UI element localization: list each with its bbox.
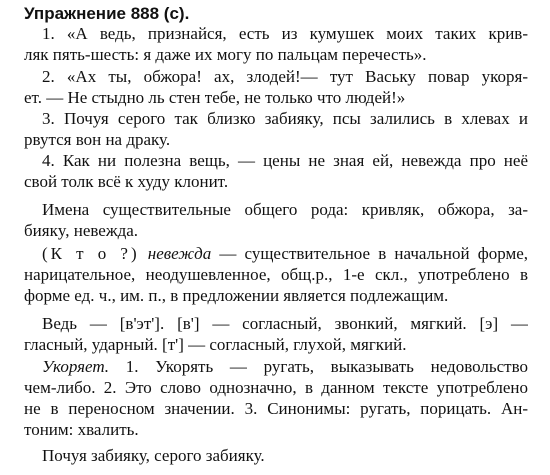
parsed-word: невежда — [147, 244, 212, 263]
lexical-line-3: не в переносном значении. 3. Синонимы: ругать, порицать. Ан- — [24, 399, 528, 418]
sentence-2-line-1: 2. «Ах ты, обжора! ах, злодей!— тут Ваську повар укоря- — [42, 67, 528, 86]
morph-parse-line-2: нарицательное, неодушевленное, общ.р., 1-е скл., употреблено в — [24, 265, 528, 284]
sentence-1-line-2: ляк пять-шесть: я даже их могу по пальцам перечесть». — [24, 45, 427, 64]
common-gender-line-1: Имена существительные общего рода: кривляк, обжора, за- — [42, 200, 528, 219]
phonetic-line-2: гласный, ударный. [т'] — согласный, глухой, мягкий. — [24, 335, 407, 354]
sentence-3-line-1: 3. Почуя серого так близко забияку, псы залились в хлевах и — [42, 109, 528, 128]
morph-parse-line-3: форме ед. ч., им. п., в предложении является подлежащим. — [24, 286, 449, 305]
exercise-title: Упражнение 888 (с). — [24, 4, 190, 23]
common-gender-line-2: биякy, невежда. — [24, 221, 139, 240]
sentence-4-line-2: свой толк всё к худу клонит. — [24, 172, 229, 191]
lexical-line-1-rest: 1. Укорять — ругать, выказывать недовольство — [109, 357, 528, 376]
morph-parse-line-1-rest: — существительное в начальной форме, — [211, 244, 528, 263]
lexical-word: Укоряет. — [42, 357, 110, 376]
sentence-2-line-2: ет. — Не стыдно ль стен тебе, не только что людей!» — [24, 88, 406, 107]
lexical-line-2: чем-либо. 2. Это слово однозначно, в данном тексте употреблено — [24, 378, 528, 397]
final-sentence: Почуя забияку, серого забияку. — [42, 446, 265, 465]
lexical-line-1 — [42, 357, 528, 377]
sentence-3-line-2: рвутся вон на драку. — [24, 130, 171, 149]
sentence-1-line-1: 1. «А ведь, признайся, есть из кумушек моих таких крив- — [42, 24, 528, 43]
morph-parse-line-1 — [42, 244, 528, 264]
lexical-line-4: тоним: хвалить. — [24, 420, 139, 439]
sentence-4-line-1: 4. Как ни полезна вещь, — цены не зная ей, невежда про неё — [42, 151, 528, 170]
question-label: (К т о ?) — [42, 244, 140, 263]
phonetic-line-1: Ведь — [в'эт']. [в'] — согласный, звонкий, мягкий. [э] — — [42, 314, 528, 333]
